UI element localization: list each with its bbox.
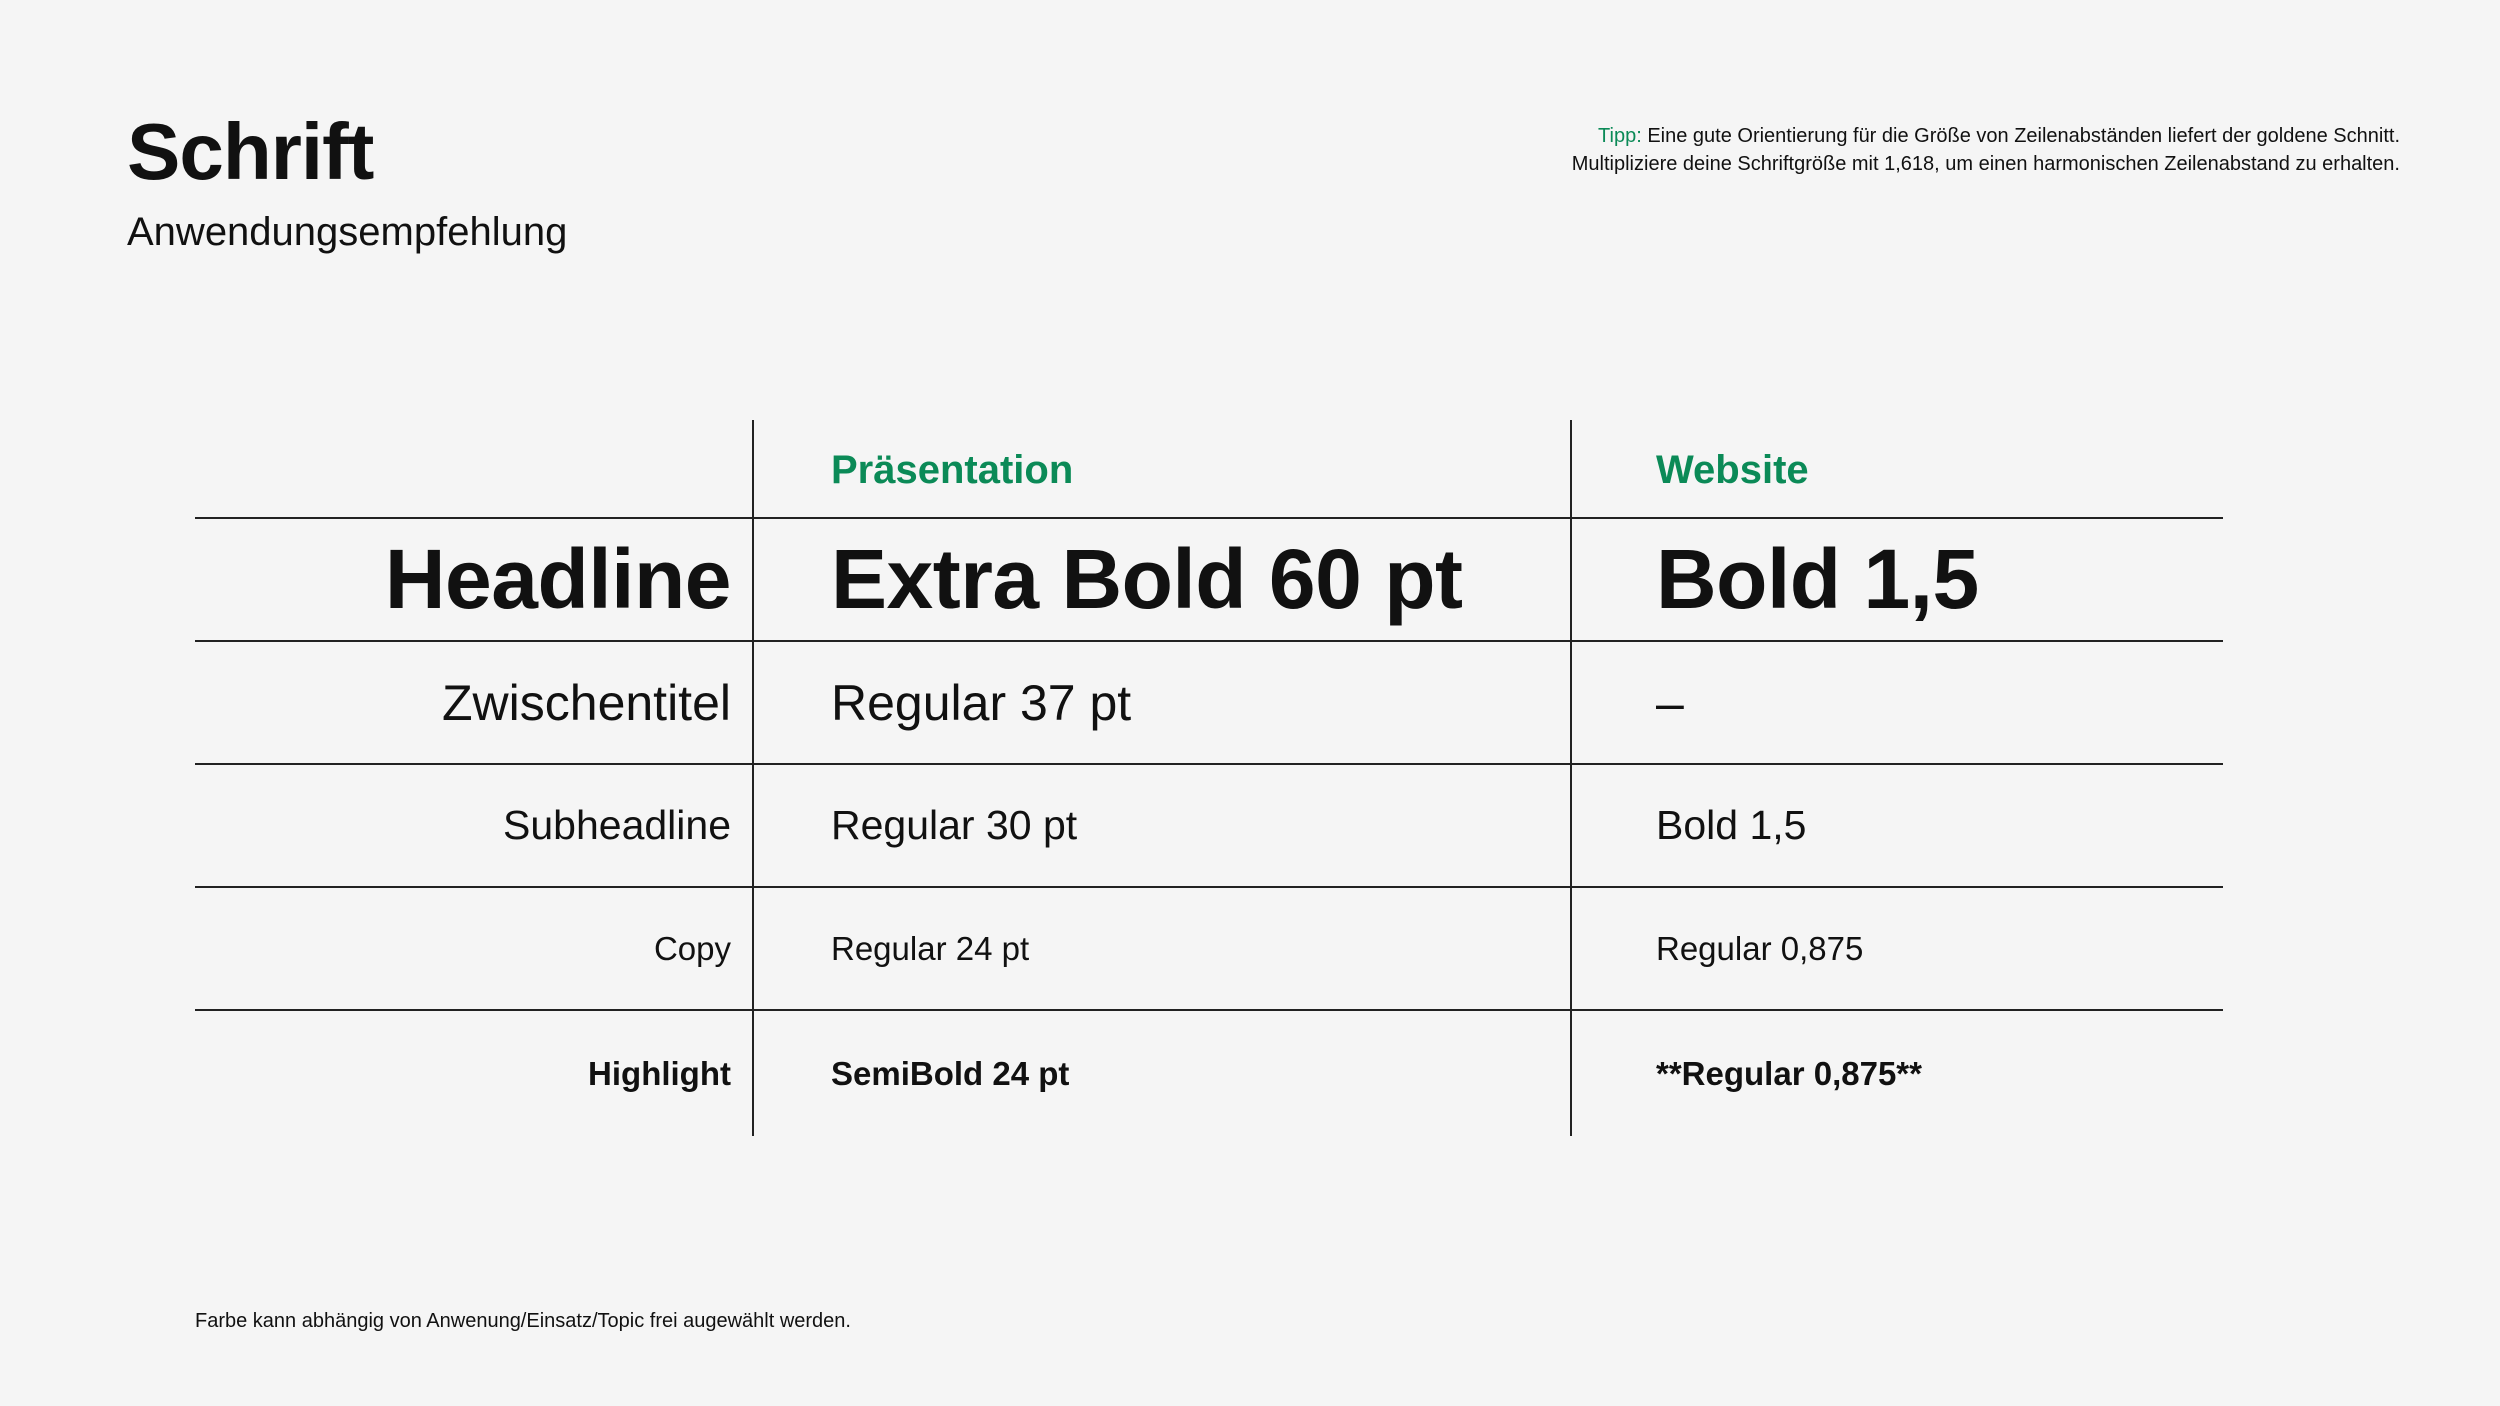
footnote: Farbe kann abhängig von Anwenung/Einsatz/Topic frei augewählt werden. [195,1310,851,1332]
tip-text-1: Eine gute Orientierung für die Größe von Zeilenabständen liefert der goldene Schnitt. [1641,125,2400,147]
table-row-subheadline [195,765,2223,886]
table-row-headline [195,519,2223,640]
column-header-website: Website [1656,447,1809,492]
table-row-zwischentitel [195,642,2223,763]
presentation-value: Regular 30 pt [831,802,1078,848]
table-row-highlight [195,1011,2223,1136]
table-header-row [195,440,2223,500]
tip-note [1200,122,2400,178]
page-title: Schrift [127,107,374,196]
website-value: Bold 1,5 [1656,532,1979,626]
tip-line-1 [1200,122,2400,150]
website-value: Bold 1,5 [1656,802,1807,848]
website-value: Regular 0,875 [1656,929,1864,967]
table-row-copy [195,888,2223,1009]
column-header-presentation: Präsentation [831,447,1074,492]
presentation-value: Regular 24 pt [831,929,1030,967]
presentation-value: Extra Bold 60 pt [831,532,1463,626]
tip-label: Tipp: [1598,125,1642,147]
website-value: – [1656,674,1684,731]
row-label: Headline [384,532,731,626]
tip-text-2: Multipliziere deine Schriftgröße mit 1,618, um einen harmonischen Zeilenabstand zu erhalten. [1571,153,2400,175]
row-label: Zwischentitel [442,674,731,731]
row-label: Copy [653,929,731,967]
row-label: Highlight [588,1054,731,1092]
page-subtitle: Anwendungsempfehlung [127,210,568,254]
font-usage-table [195,420,2223,1136]
row-label: Subheadline [503,802,731,848]
presentation-value: Regular 37 pt [831,674,1132,731]
presentation-value: SemiBold 24 pt [831,1054,1070,1092]
website-value: **Regular 0,875** [1656,1054,1922,1092]
